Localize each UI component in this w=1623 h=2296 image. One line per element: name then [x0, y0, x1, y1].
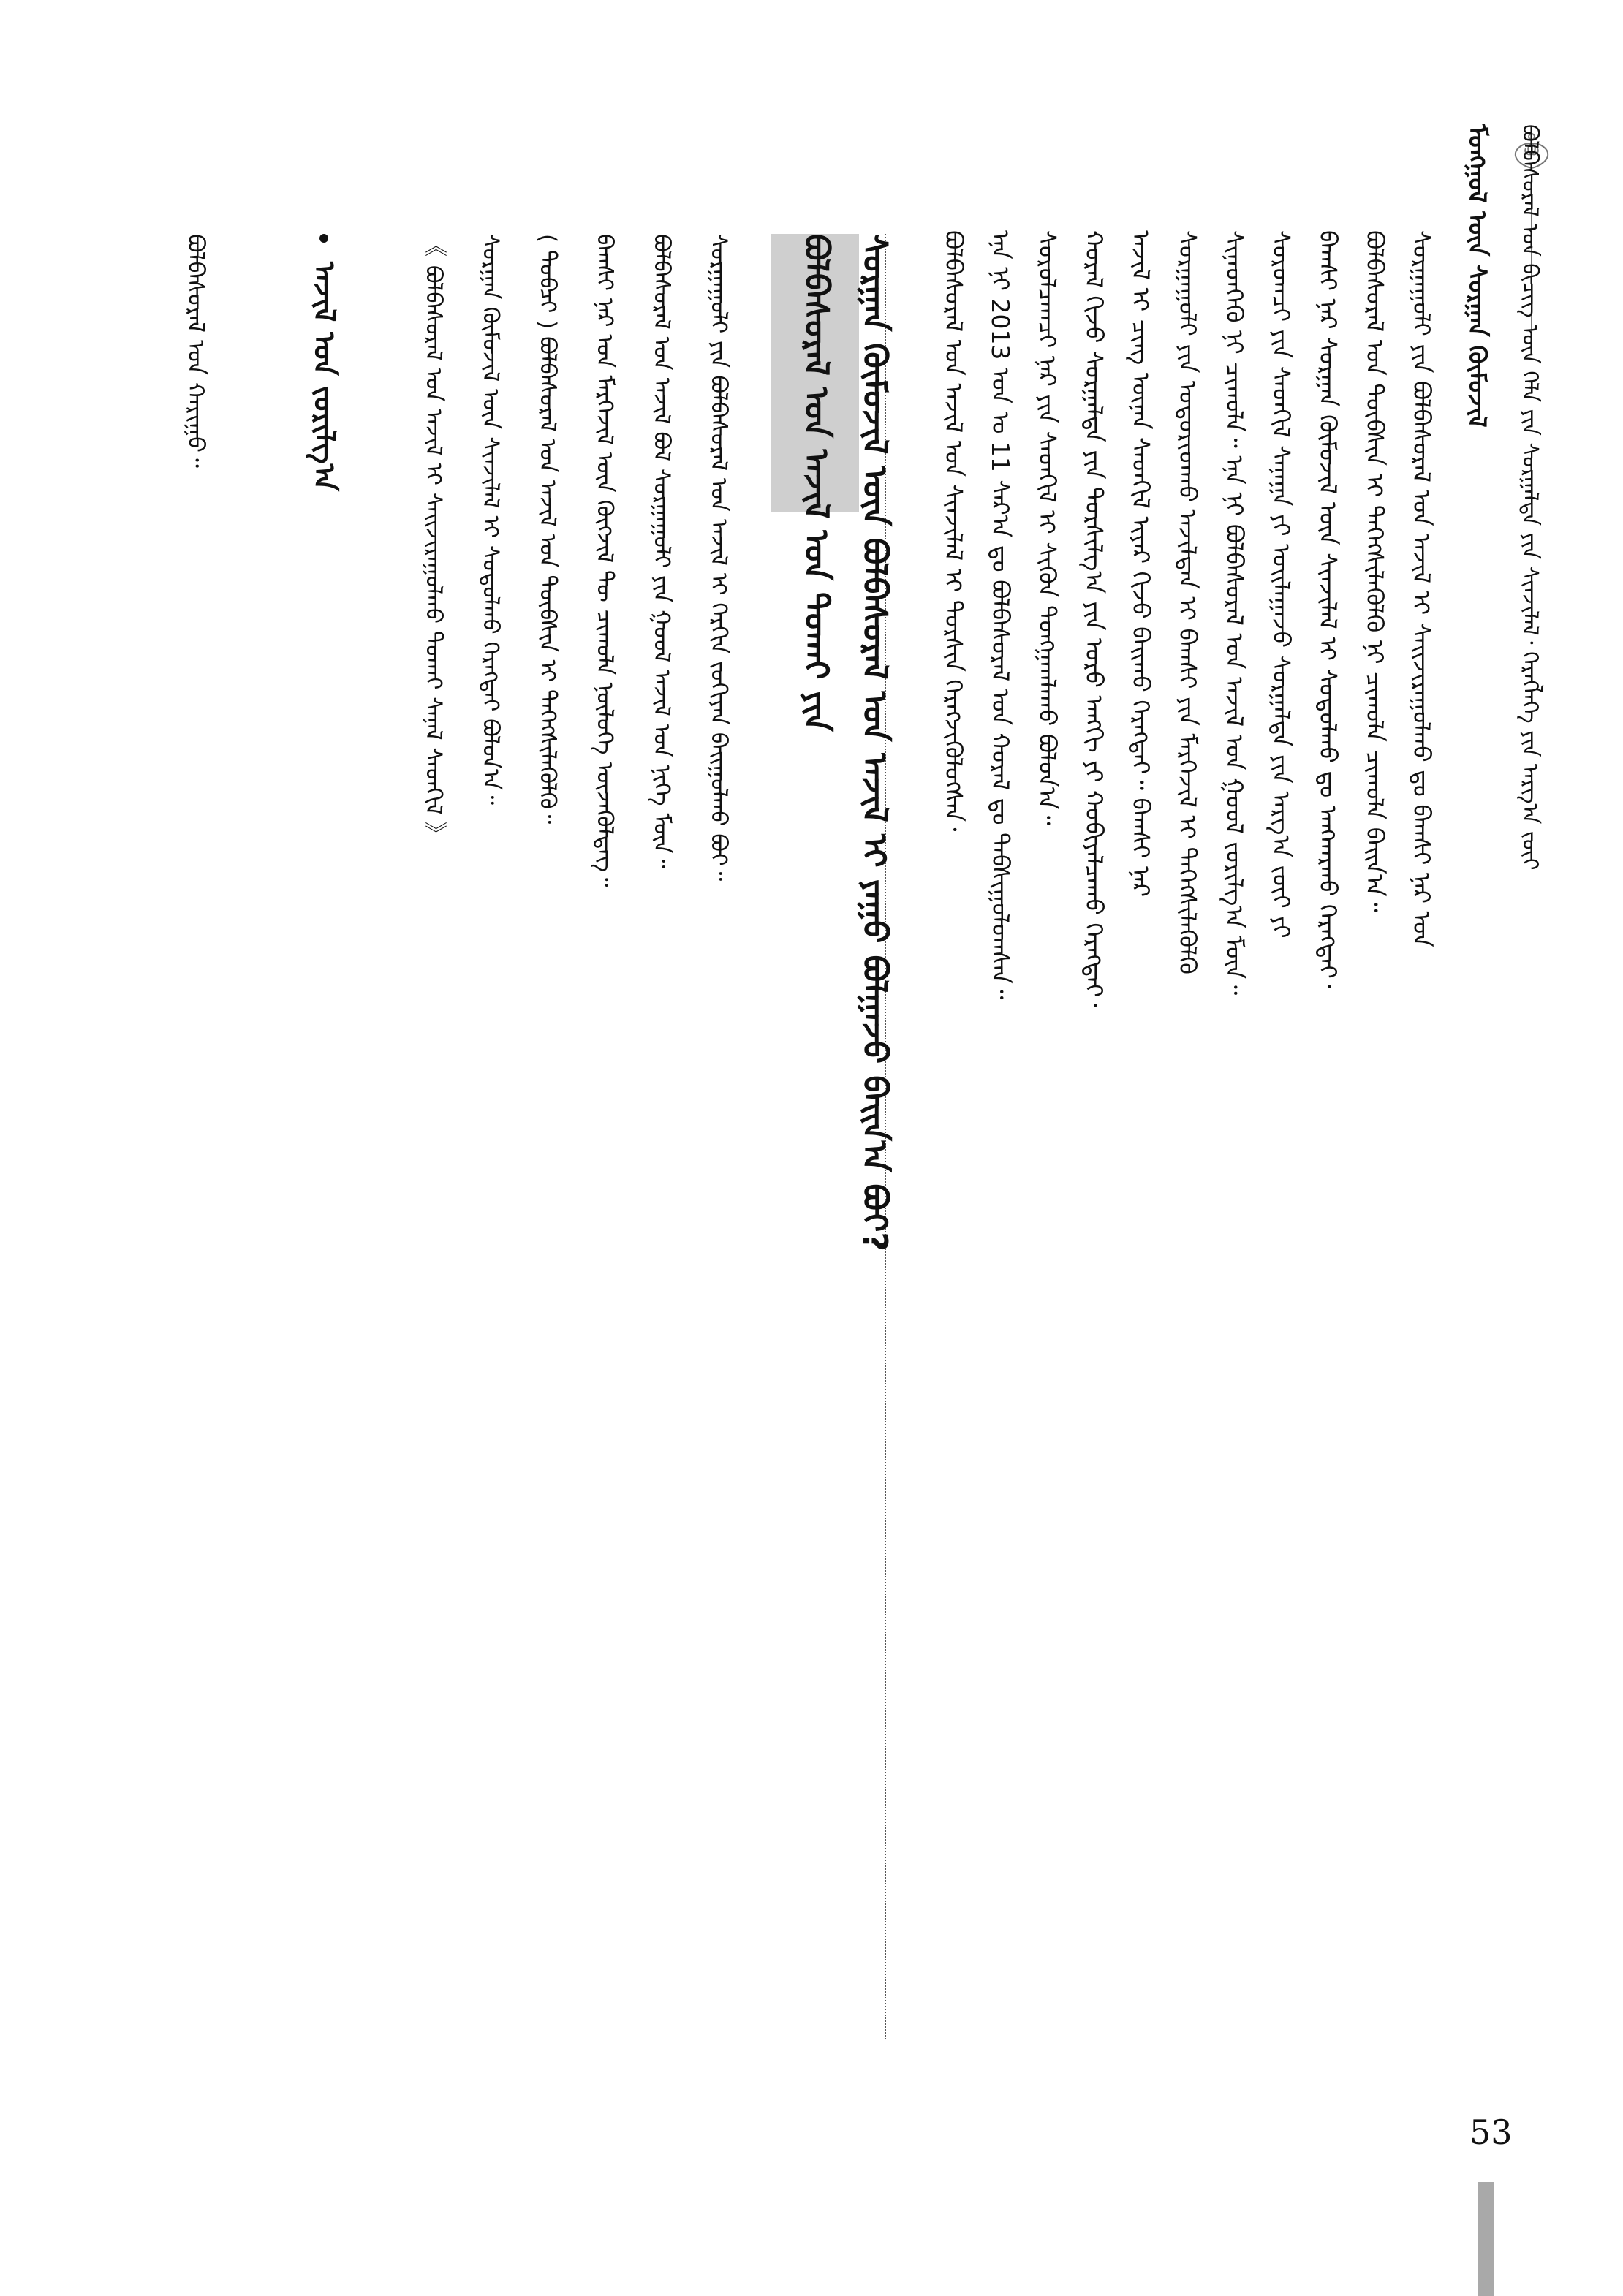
- body-line: ᠬᠤᠷᠠᠯ ᠬᠢᠵᠦ ᠰᠤᠷᠭᠠᠯᠲᠠ ᠶᠢᠨ ᠲᠤᠷᠰᠢᠯᠭ᠎ᠠ ᠶᠢᠨ ᠤᠷᠤ ᠠᠩᠬᠢ ᠶᠢ ᠬᠤᠪᠢᠶᠠᠯᠴᠠᠬᠤ ᠬᠡᠷᠡᠭᠲᠡᠢ᠂: [1080, 230, 1108, 1007]
- bullet-dot-icon: [319, 234, 328, 243]
- body-line: ᠰᠤᠷᠤᠯᠴᠠᠭᠴᠢ ᠨᠠᠷ ᠶᠢᠨ ᠰᠡᠳᠬᠢᠯ ᠢ ᠰᠢᠭᠦᠨ ᠲᠤᠩᠭᠠᠭᠯᠠᠬᠤ ᠪᠣᠯᠤᠨ᠎ᠠ᠃: [1033, 230, 1062, 826]
- body-line: ᠡᠨᠡ ᠨᠢ 2013 ᠣᠨ ᠤ 11 ᠰᠠᠷ᠎ᠠ ᠳᠤ ᠪᠣᠯᠪᠠᠰᠤᠷᠠᠯ ᠤᠨ ᠬᠤᠷᠠᠯ ᠳᠤ ᠳᠠᠪᠰᠢᠭᠤᠯᠤᠭᠰᠠᠨ᠃: [986, 230, 1015, 1000]
- body2-line: ᠪᠠᠭᠰᠢ ᠨᠠᠷ ᠤᠨ ᠮᠡᠷᠭᠡᠵᠢᠯ ᠦᠨ ᠬᠥᠭᠵᠢᠯ ᠲᠦ ᠴᠢᠬᠤᠯᠠ ᠨᠥᠯᠦᠭᠡ ᠦᠵᠡᠭᠦᠯᠳᠡᠭ᠃: [591, 234, 618, 887]
- body-line: ᠰᠤᠷᠭᠠᠭᠤᠯᠢ ᠶᠢᠨ ᠪᠣᠯᠪᠠᠰᠤᠷᠠᠯ ᠤᠨ ᠠᠵᠢᠯ ᠢ ᠰᠠᠢᠵᠢᠷᠠᠭᠤᠯᠬᠤ ᠳᠤ ᠪᠠᠭᠰᠢ ᠨᠠᠷ ᠤᠨ: [1407, 230, 1436, 947]
- body2-line: ( ᠲᠣᠪᠴᠢ ) ᠪᠣᠯᠪᠠᠰᠤᠷᠠᠯ ᠤᠨ ᠠᠵᠢᠯ ᠤᠨ ᠲᠦᠪᠰᠢᠨ ᠢ ᠳᠡᠭᠡᠭᠰᠢᠯᠡᠭᠦᠯᠬᠦ᠃: [534, 234, 561, 825]
- bullet-item-label: ᠠᠵᠢᠯ ᠤᠨ ᠵᠣᠷᠢᠯᠭ᠎ᠠ: [307, 261, 341, 491]
- body2-line: ᠪᠣᠯᠪᠠᠰᠤᠷᠠᠯ ᠤᠨ ᠠᠵᠢᠯ ᠪᠣᠯ ᠰᠤᠷᠭᠠᠭᠤᠯᠢ ᠶᠢᠨ ᠭᠣᠣᠯ ᠠᠵᠢᠯ ᠤᠨ ᠨᠢᠭᠡ ᠮᠥᠨ᠃: [648, 234, 675, 869]
- body2-line: 《 ᠪᠣᠯᠪᠠᠰᠤᠷᠠᠯ ᠤᠨ ᠠᠵᠢᠯ ᠢ ᠰᠠᠢᠵᠢᠷᠠᠭᠤᠯᠬᠤ ᠲᠤᠬᠠᠢ ᠰᠠᠨᠠᠯ ᠰᠡᠳᠬᠢᠯ 》: [420, 234, 447, 846]
- page-number: 53: [1469, 2113, 1513, 2152]
- heading-line-2: ᠪᠣᠯᠪᠠᠰᠤᠷᠠᠯ ᠤᠨ ᠠᠵᠢᠯ ᠤᠨ ᠲᠤᠬᠠᠢ ᠶᠢᠨ: [797, 234, 836, 732]
- running-header: [1455, 124, 1543, 1308]
- body-line: ᠪᠣᠯᠪᠠᠰᠤᠷᠠᠯ ᠤᠨ ᠲᠦᠪᠰᠢᠨ ᠢ ᠳᠡᠭᠡᠭᠰᠢᠯᠡᠭᠦᠯᠬᠦ ᠨᠢ ᠴᠢᠬᠤᠯᠠ ᠴᠢᠬᠤᠯᠠ ᠪᠠᠢᠨ᠎ᠠ᠃: [1361, 230, 1389, 913]
- body-text-block: [885, 230, 1440, 2255]
- bullet-item: [304, 234, 344, 541]
- body2-line: ᠰᠤᠷᠭᠠᠭᠤᠯᠢ ᠶᠢᠨ ᠪᠣᠯᠪᠠᠰᠤᠷᠠᠯ ᠤᠨ ᠠᠵᠢᠯ ᠢ ᠬᠡᠷᠬᠢᠨ ᠵᠣᠬᠢᠶᠠᠨ ᠪᠠᠢᠭᠤᠯᠬᠤ ᠪᠤᠢ᠃: [705, 234, 732, 882]
- body-line: ᠰᠢᠨᠡᠳᠬᠡᠬᠦ ᠨᠢ ᠴᠢᠬᠤᠯᠠ᠃ ᠡᠨᠡ ᠨᠢ ᠪᠣᠯᠪᠠᠰᠤᠷᠠᠯ ᠤᠨ ᠠᠵᠢᠯ ᠤᠨ ᠭᠣᠣᠯ ᠵᠣᠷᠢᠯᠭ᠎ᠠ ᠮᠥᠨ᠃: [1220, 230, 1249, 996]
- body-text-block-2: [344, 234, 738, 2076]
- body-line: ᠪᠣᠯᠪᠠᠰᠤᠷᠠᠯ ᠤᠨ ᠠᠵᠢᠯ ᠤᠨ ᠰᠢᠨᠵᠢᠯᠡᠯ ᠢ ᠲᠤᠷᠰᠢᠨ ᠬᠡᠷᠡᠭᠵᠢᠭᠦᠯᠦᠭᠰᠡᠨ᠂: [939, 230, 968, 832]
- footer-note: [175, 234, 219, 468]
- section-heading: [775, 234, 899, 2054]
- running-header-title: ᠮᠣᠩᠭᠣᠯ ᠦᠨ ᠰᠤᠷᠭᠠᠨ ᠬᠦᠮᠦᠵᠢᠯ: [1462, 124, 1491, 428]
- page-edge-tab: [1478, 2182, 1494, 2296]
- running-header-subtitle: ᠪᠣᠯᠪᠠᠰᠤᠷᠠᠯ ᠤᠨ ᠪᠢᠴᠢᠭ᠌ ᠦᠨ ᠬᠡᠯᠡ ᠶᠢᠨ ᠰᠤᠷᠭᠠᠯᠲᠠ ᠶᠢᠨ ᠰᠢᠨᠵᠢᠯᠡᠯ᠂ ᠬᠡᠷᠡᠭᠯᠡᠭᠡ ᠶᠢᠨ ᠠᠷᠭ᠎ᠠ ᠵᠦᠢ: [1517, 124, 1543, 871]
- body-line: ᠰᠤᠷᠭᠠᠭᠤᠯᠢ ᠶᠢᠨ ᠤᠳᠤᠷᠢᠳᠬᠤ ᠠᠵᠢᠯᠲᠠᠨ ᠢ ᠪᠠᠭᠰᠢ ᠶᠢᠨ ᠮᠡᠷᠭᠡᠵᠢᠯ ᠢ ᠳᠡᠭᠡᠭᠰᠢᠯᠡᠭᠦᠯᠬᠦ: [1173, 230, 1202, 975]
- footer-note-text: ᠪᠣᠯᠪᠠᠰᠤᠷᠠᠯ ᠤᠨ ᠬᠠᠷᠢᠭᠤ᠃: [182, 234, 210, 468]
- body-line: ᠠᠵᠢᠯ ᠢ ᠴᠢᠩ ᠦᠨᠡᠨ ᠰᠡᠳᠬᠢᠯ ᠢᠶᠡᠷ ᠬᠢᠵᠦ ᠪᠠᠢᠬᠤ ᠬᠡᠷᠡᠭᠲᠡᠢ᠃ ᠪᠠᠭᠰᠢ ᠨᠠᠷ: [1127, 230, 1155, 898]
- bullet-list: [241, 234, 344, 541]
- body-line: ᠰᠤᠷᠤᠭᠴᠢ ᠶᠢᠨ ᠰᠡᠳᠬᠢᠯ ᠰᠠᠨᠠᠭᠠ ᠶᠢ ᠣᠢᠯᠠᠭᠠᠵᠤ ᠰᠤᠷᠭᠠᠯᠲᠠ ᠶᠢᠨ ᠠᠷᠭ᠎ᠠ ᠵᠦᠢ ᠶᠢ: [1267, 230, 1295, 939]
- body2-line: ᠰᠤᠷᠭᠠᠨ ᠬᠦᠮᠦᠵᠢᠯ ᠦᠨ ᠰᠢᠨᠵᠢᠯᠡᠯ ᠢ ᠰᠤᠳᠤᠯᠬᠤ ᠬᠡᠷᠡᠭᠲᠡᠢ ᠪᠣᠯᠤᠨ᠎ᠠ᠃: [477, 234, 504, 806]
- body-line: ᠪᠠᠭᠰᠢ ᠨᠠᠷ ᠰᠤᠷᠭᠠᠨ ᠬᠦᠮᠦᠵᠢᠯ ᠦᠨ ᠰᠢᠨᠵᠢᠯᠡᠯ ᠢ ᠰᠤᠳᠤᠯᠬᠤ ᠳᠤ ᠠᠩᠬᠠᠷᠬᠤ ᠬᠡᠷᠡᠭᠲᠡᠢ᠂: [1314, 230, 1342, 989]
- heading-line-1: ᠰᠤᠷᠭᠠᠨ ᠬᠦᠮᠦᠵᠢᠯ ᠦᠨ ᠪᠣᠯᠪᠠᠰᠤᠷᠠᠯ ᠤᠨ ᠠᠵᠢᠯ ᠢ ᠶᠠᠭᠤ ᠪᠣᠯᠭᠠᠵᠤ ᠪᠠᠢᠨ᠎ᠠ ᠪᠤᠢ?: [855, 234, 895, 1252]
